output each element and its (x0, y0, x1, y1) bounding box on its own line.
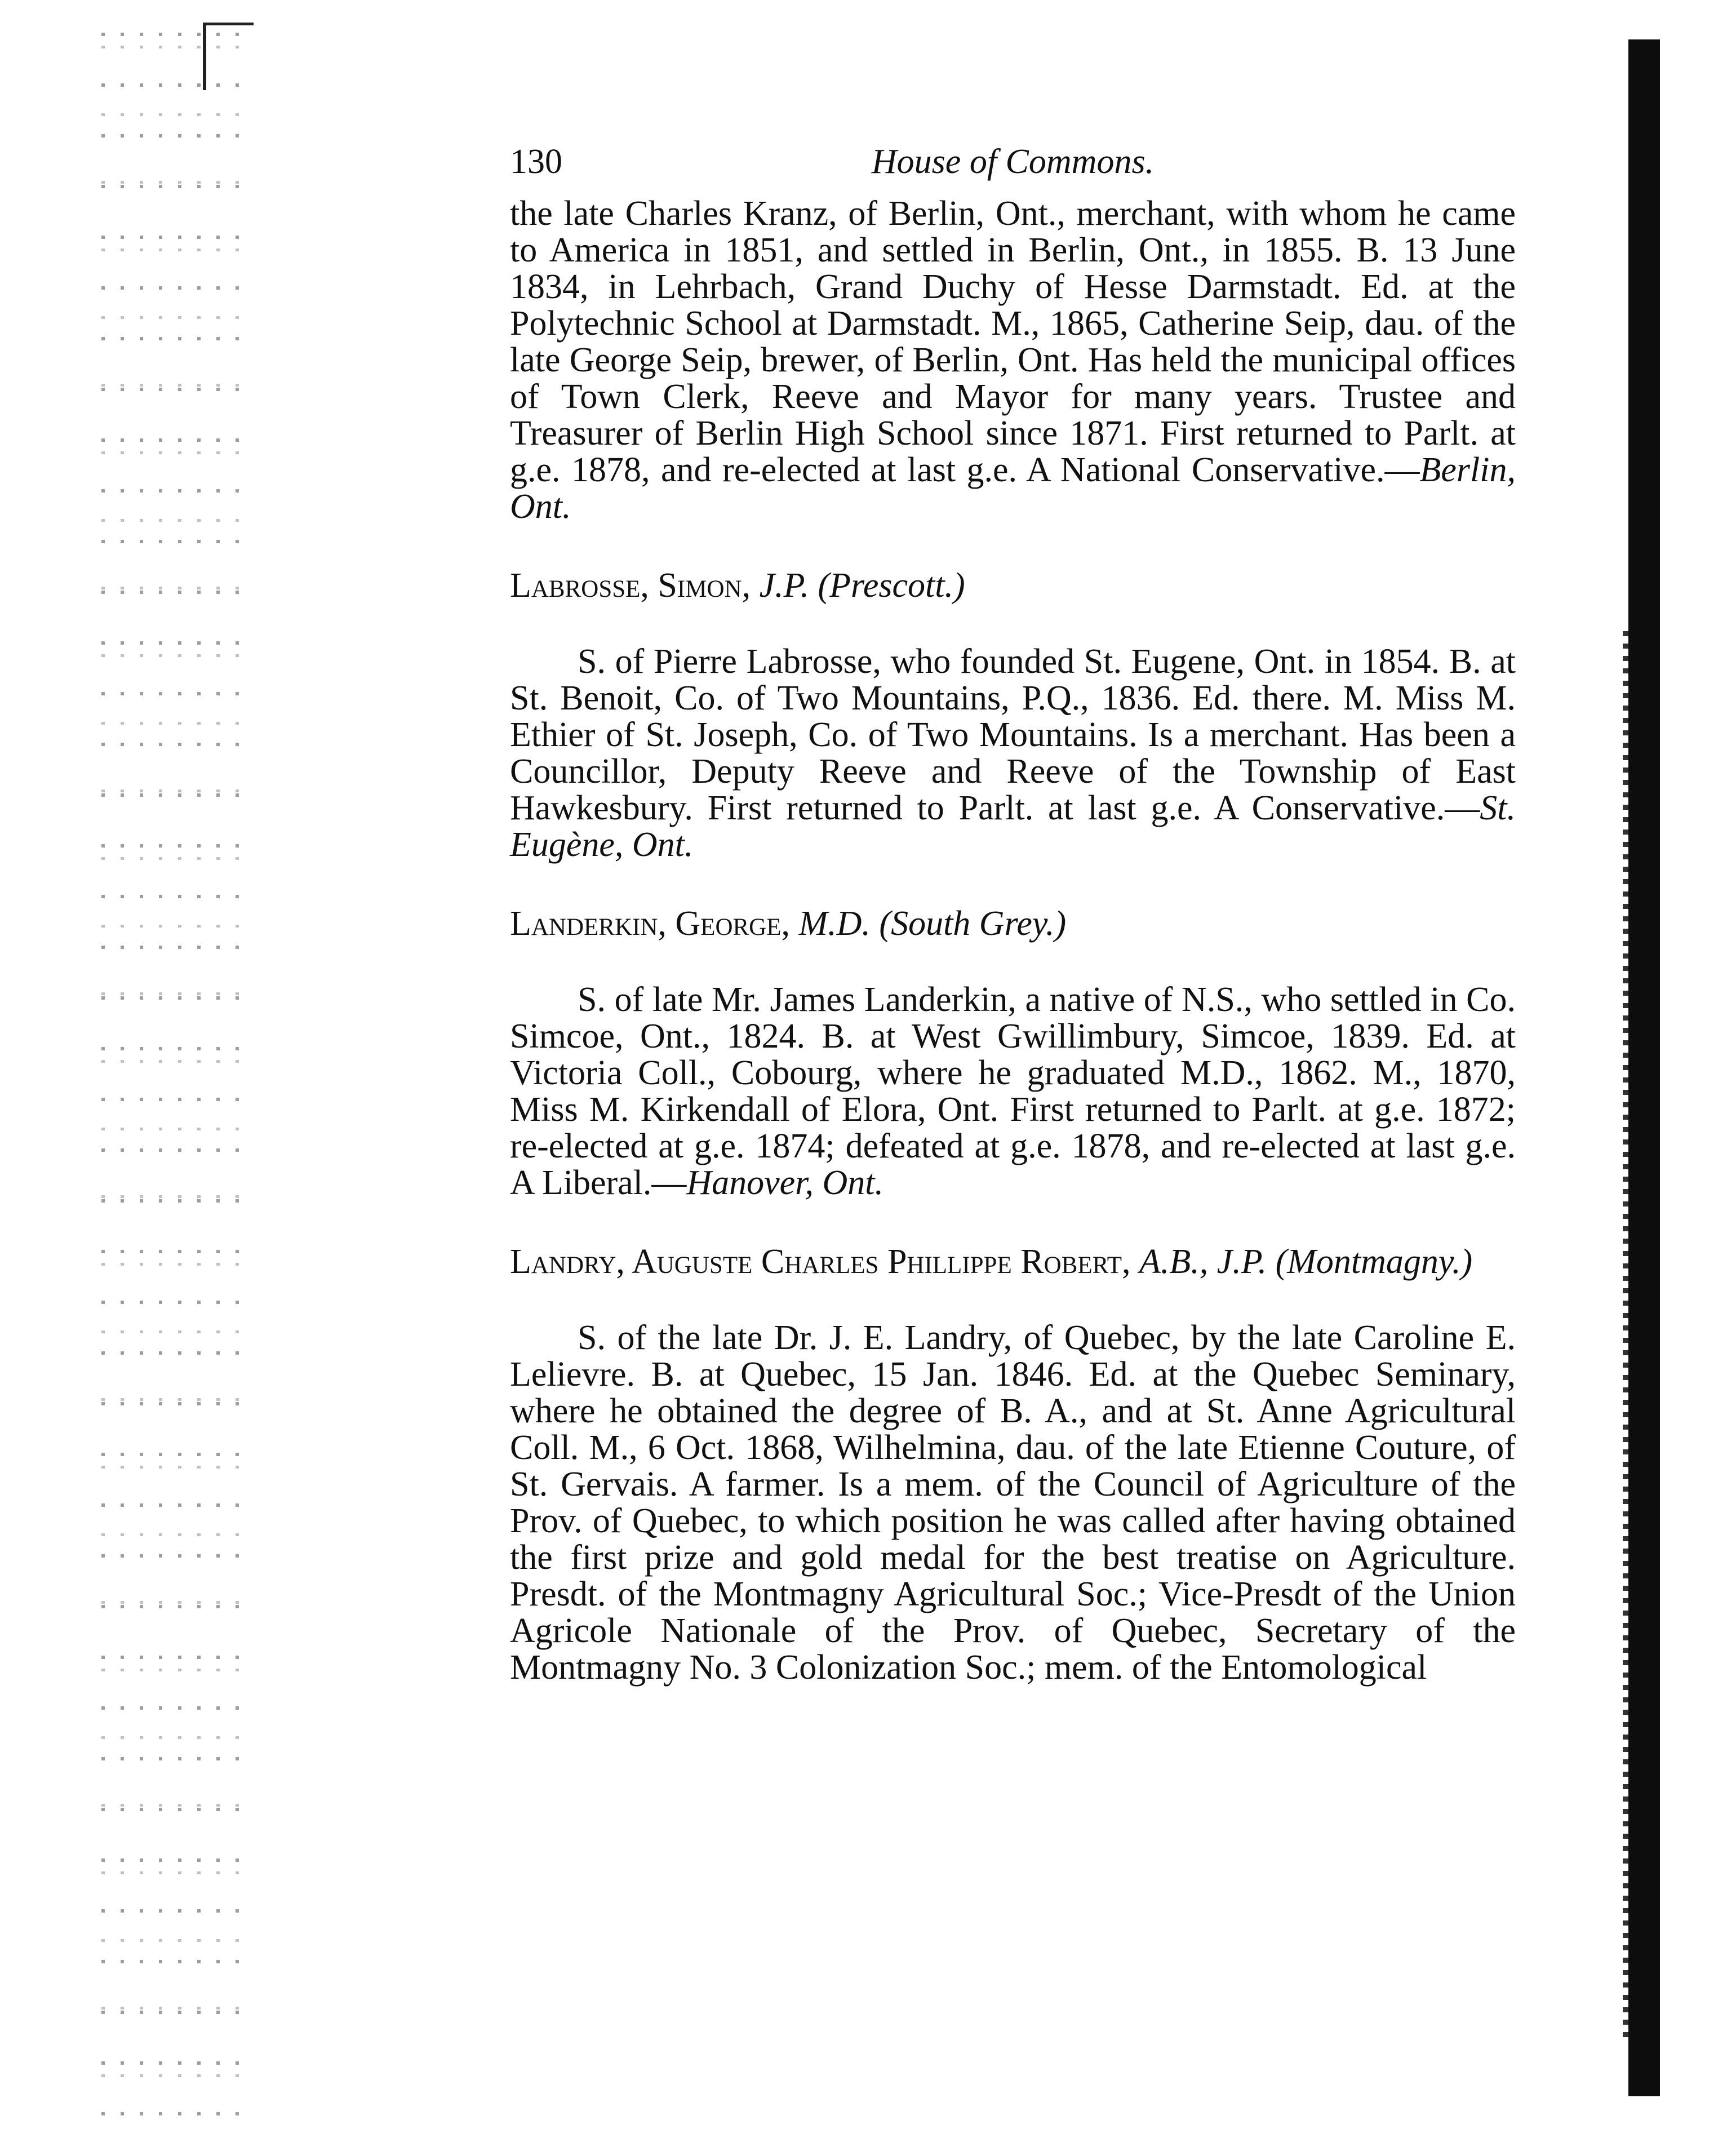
member-name: Landry, Auguste Charles Phillippe Robert, (510, 1243, 1131, 1281)
constituency: (South Grey.) (879, 904, 1067, 943)
constituency: (Prescott.) (818, 566, 965, 605)
residence: Hanover, Ont. (686, 1164, 883, 1202)
member-name: Labrosse, Simon, (510, 566, 751, 605)
binding-edge-mark (203, 23, 254, 25)
entry-text: S. of the late Dr. J. E. Landry, of Quebec, by the late Caroline E. Lelievre. B. at Quebec, 15 Jan. 1846. Ed. at the Quebec Seminary, where he obtained the degree of B. A., and at St. Anne Agricultural Coll. M., 6 Oct. 1868, Wilhelmina, dau. of the late Etienne Couture, of St. Gervais. A farmer. Is a mem. of the Council of Agriculture of the Prov. of Quebec, to which position he was called after having obtained the first prize and gold medal for the best treatise on Agriculture. Presdt. of the Montmagny Agricultural Soc.; Vice-Presdt of the Union Agricole Nationale of the Prov. of Quebec, Secretary of the Montmagny No. 3 Colonization Soc.; mem. of the Entomological (510, 1319, 1516, 1687)
page-number: 130 (510, 143, 562, 181)
residence: St. Eugène, Ont. (510, 789, 1516, 864)
member-title: A.B., J.P. (1139, 1243, 1267, 1281)
page-header (510, 144, 1516, 189)
constituency: (Montmagny.) (1275, 1243, 1473, 1281)
binding-edge-mark (203, 23, 206, 90)
member-title: M.D. (798, 904, 871, 943)
entry-heading (510, 1244, 1516, 1280)
entry-text: S. of Pierre Labrosse, who founded St. Eugene, Ont. in 1854. B. at St. Benoit, Co. of Two Mountains, P.Q., 1836. Ed. there. M. Miss M. Ethier of St. Joseph, Co. of Two Mountains. Is a merchant. Has been a Councillor, Deputy Reeve and Reeve of the Township of East Hawkesbury. First returned to Parlt. at last g.e. A Conservative.—St. Eugène, Ont. (510, 642, 1516, 864)
scan-edge-bar (1628, 39, 1660, 2096)
member-name: Landerkin, George, (510, 904, 790, 943)
entry-heading (510, 906, 1516, 942)
entry-text: S. of late Mr. James Landerkin, a native of N.S., who settled in Co. Simcoe, Ont., 1824. B. at West Gwillimbury, Simcoe, 1839. Ed. at Victoria Coll., Cobourg, where he graduated M.D., 1862. M., 1870, Miss M. Kirkendall of Elora, Ont. First returned to Parlt. at g.e. 1872; re-elected at g.e. 1874; defeated at g.e. 1878, and re-elected at last g.e. A Liberal.—Hanover, Ont. (510, 981, 1516, 1202)
book-page (510, 144, 1516, 1686)
running-title: House of Commons. (871, 143, 1155, 181)
entry-heading (510, 567, 1516, 604)
binding-gutter-noise (101, 11, 242, 2136)
residence: Berlin, Ont. (510, 451, 1516, 526)
continuation-text: the late Charles Kranz, of Berlin, Ont., merchant, with whom he came to America in 1851, and settled in Berlin, Ont., in 1855. B. 13 June 1834, in Lehrbach, Grand Duchy of Hesse Darmstadt. Ed. at the Polytechnic School at Darmstadt. M., 1865, Catherine Seip, dau. of the late George Seip, brewer, of Berlin, Ont. Has held the municipal offices of Town Clerk, Reeve and Mayor for many years. Trustee and Treasurer of Berlin High School since 1871. First returned to Parlt. at g.e. 1878, and re-elected at last g.e. A National Conservative.—Berlin, Ont. (510, 194, 1516, 526)
member-title: J.P. (759, 566, 809, 605)
